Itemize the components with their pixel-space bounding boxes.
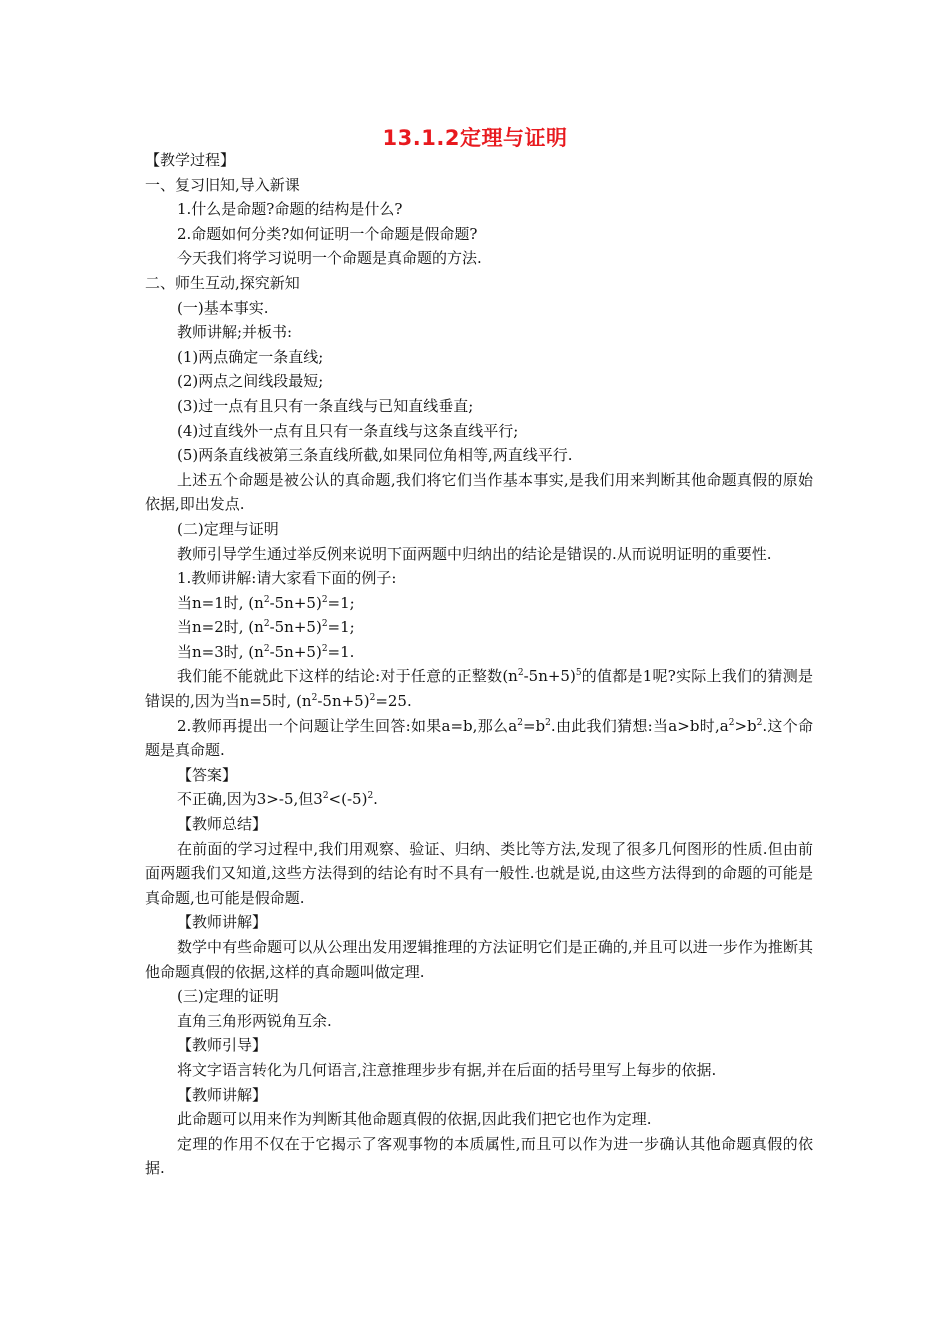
text-segment: 【教学过程】	[145, 151, 236, 169]
text-segment: 将文字语言转化为几何语言,注意推理步步有据,并在后面的括号里写上每步的依据.	[177, 1060, 717, 1079]
text-segment: (2)两点之间线段最短;	[177, 372, 324, 391]
superscript: 2	[263, 619, 270, 630]
paragraph	[145, 443, 813, 468]
paragraph	[145, 615, 813, 640]
paragraph	[145, 542, 813, 567]
text-segment: 1.教师讲解:请大家看下面的例子:	[177, 569, 397, 588]
text-segment: (1)两点确定一条直线;	[177, 347, 324, 366]
paragraph	[145, 419, 813, 444]
superscript: 2	[367, 791, 374, 802]
paragraph	[145, 320, 813, 345]
text-segment: (4)过直线外一点有且只有一条直线与这条直线平行;	[177, 421, 519, 440]
superscript: 2	[263, 643, 270, 654]
text-segment: =1;	[327, 593, 355, 612]
text-segment: =1.	[327, 642, 355, 661]
text-segment: (3)过一点有且只有一条直线与已知直线垂直;	[177, 396, 474, 415]
text-segment: 不正确,因为3>-5,但3	[177, 790, 323, 809]
text-segment: 的值都是1呢?实际上我们的猜测是错误的,因为当n=5时, (n	[145, 667, 813, 711]
paragraph	[145, 517, 813, 542]
paragraph	[145, 271, 813, 296]
text-segment: 【教师讲解】	[177, 913, 268, 932]
paragraph	[145, 787, 813, 812]
paragraph	[145, 222, 813, 247]
paragraph	[145, 910, 813, 935]
text-segment: -5n+5)	[523, 667, 576, 686]
superscript: 2	[728, 717, 735, 728]
text-segment: 此命题可以用来作为判断其他命题真假的依据,因此我们把它也作为定理.	[177, 1110, 652, 1129]
text-segment: (一)基本事实.	[177, 298, 269, 317]
text-segment: =b	[522, 716, 546, 735]
paragraph	[145, 1009, 813, 1034]
superscript: 2	[321, 619, 328, 630]
text-segment: 今天我们将学习说明一个命题是真命题的方法.	[177, 249, 482, 268]
text-segment: -5n+5)	[269, 593, 322, 612]
text-segment: -5n+5)	[269, 618, 322, 637]
paragraph	[145, 812, 813, 837]
text-segment: 1.什么是命题?命题的结构是什么?	[177, 200, 403, 219]
document-body	[145, 148, 813, 1181]
text-segment: 定理的作用不仅在于它揭示了客观事物的本质属性,而且可以作为进一步确认其他命题真假的依据.	[145, 1134, 813, 1178]
paragraph	[145, 1033, 813, 1058]
paragraph	[145, 1083, 813, 1108]
text-segment: 2.命题如何分类?如何证明一个命题是假命题?	[177, 224, 478, 243]
superscript: 2	[321, 643, 328, 654]
text-segment: 数学中有些命题可以从公理出发用逻辑推理的方法证明它们是正确的,并且可以进一步作为推断其他命题真假的依据,这样的真命题叫做定理.	[145, 938, 813, 981]
paragraph	[145, 197, 813, 222]
paragraph	[145, 591, 813, 616]
superscript: 2	[517, 668, 524, 679]
paragraph	[145, 1132, 813, 1181]
text-segment: <(-5)	[328, 790, 368, 809]
text-segment: 【教师总结】	[177, 815, 268, 834]
text-segment: .	[373, 790, 378, 809]
superscript: 2	[322, 791, 329, 802]
text-segment: 当n=2时, (n	[177, 618, 264, 637]
text-segment: 当n=1时, (n	[177, 593, 264, 612]
superscript: 5	[575, 668, 582, 679]
superscript: 2	[321, 594, 328, 605]
text-segment: =1;	[327, 618, 355, 637]
superscript: 2	[756, 717, 763, 728]
superscript: 2	[545, 717, 551, 728]
paragraph	[145, 984, 813, 1009]
superscript: 2	[369, 693, 376, 704]
text-segment: 教师讲解;并板书:	[177, 323, 293, 342]
text-segment: .由此我们猜想:当a>b时,a	[550, 716, 729, 735]
text-segment: 在前面的学习过程中,我们用观察、验证、归纳、类比等方法,发现了很多几何图形的性质.但由前面两题我们又知道,这些方法得到的结论有时不具有一般性.也就是说,由这些方法得到的命题的可能是真命题,也可能是假命题.	[145, 839, 813, 907]
text-segment: (5)两条直线被第三条直线所截,如果同位角相等,两直线平行.	[177, 446, 573, 465]
text-segment: 上述五个命题是被公认的真命题,我们将它们当作基本事实,是我们用来判断其他命题真假的原始依据,即出发点.	[145, 470, 813, 514]
text-segment: 当n=3时, (n	[177, 642, 264, 661]
paragraph	[145, 173, 813, 198]
text-segment: 我们能不能就此下这样的结论:对于任意的正整数(n	[177, 667, 518, 686]
text-segment: (二)定理与证明	[177, 519, 279, 538]
paragraph	[145, 566, 813, 591]
paragraph	[145, 714, 813, 763]
text-segment: 【教师讲解】	[177, 1085, 268, 1104]
paragraph	[145, 837, 813, 911]
paragraph	[145, 1107, 813, 1132]
paragraph	[145, 935, 813, 984]
text-segment: 一、复习旧知,导入新课	[145, 175, 300, 194]
text-segment: 【教师引导】	[177, 1036, 268, 1055]
text-segment: -5n+5)	[317, 692, 370, 711]
superscript: 2	[517, 717, 523, 728]
text-segment: 直角三角形两锐角互余.	[177, 1011, 332, 1030]
paragraph	[145, 148, 813, 173]
paragraph	[145, 763, 813, 788]
text-segment: 二、师生互动,探究新知	[145, 273, 300, 292]
paragraph	[145, 468, 813, 517]
document-title: 13.1.2定理与证明	[382, 126, 568, 150]
paragraph	[145, 345, 813, 370]
paragraph	[145, 296, 813, 321]
text-segment: =25.	[375, 692, 412, 711]
text-segment: -5n+5)	[269, 642, 322, 661]
paragraph	[145, 394, 813, 419]
text-segment: (三)定理的证明	[177, 987, 279, 1006]
superscript: 2	[263, 594, 270, 605]
text-segment: 2.教师再提出一个问题让学生回答:如果a=b,那么a	[177, 716, 518, 735]
superscript: 2	[311, 693, 318, 704]
text-segment: >b	[734, 716, 757, 735]
text-segment: 教师引导学生通过举反例来说明下面两题中归纳出的结论是错误的.从而说明证明的重要性.	[177, 544, 772, 563]
text-segment: 【答案】	[177, 765, 238, 784]
paragraph	[145, 664, 813, 713]
paragraph	[145, 640, 813, 665]
text-segment: .这个命题是真命题.	[145, 716, 813, 760]
paragraph	[145, 369, 813, 394]
paragraph	[145, 246, 813, 271]
paragraph	[145, 1058, 813, 1083]
